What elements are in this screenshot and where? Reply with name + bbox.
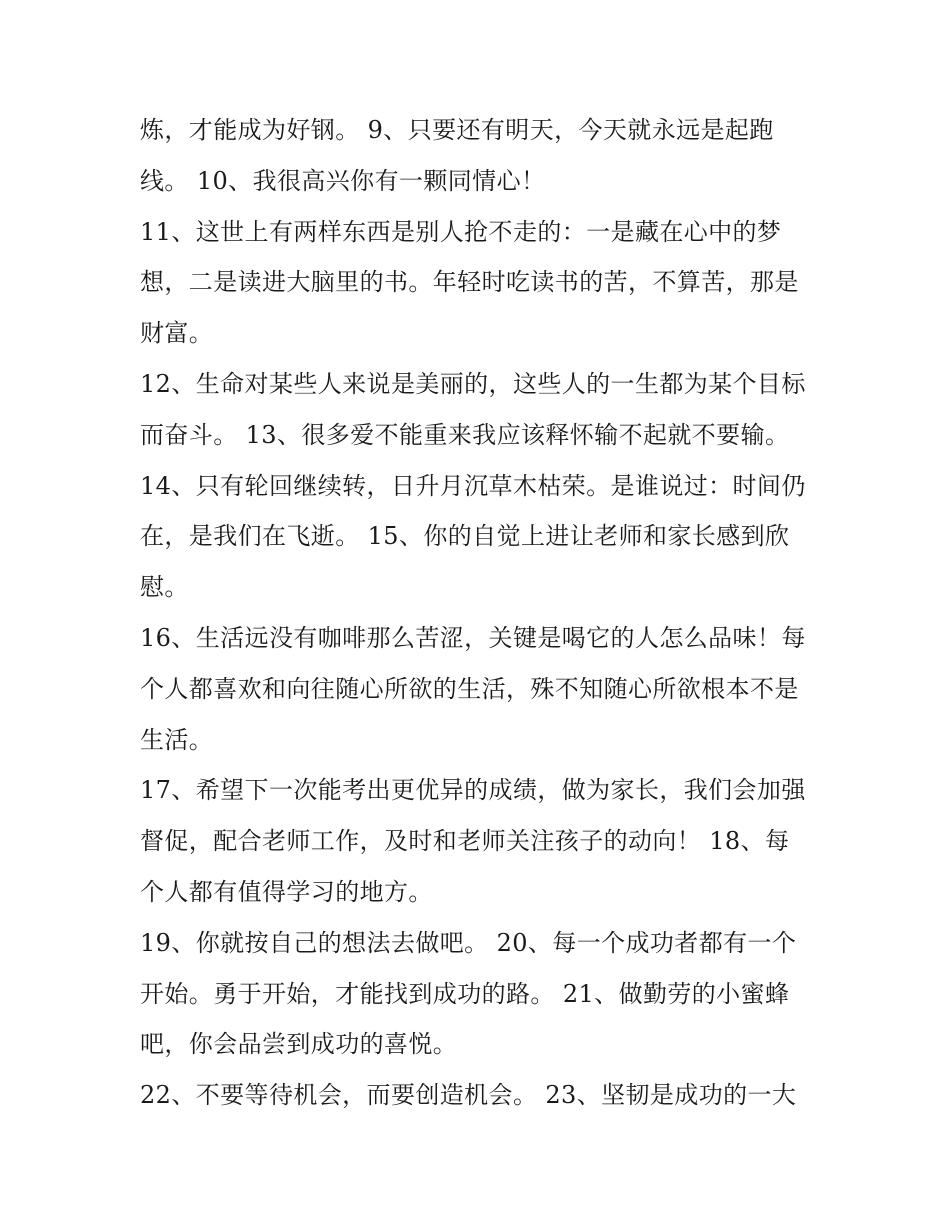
text-line: 17、希望下一次能考出更优异的成绩，做为家长，我们会加强 <box>140 776 806 805</box>
text-line: 吧，你会品尝到成功的喜悦。 <box>140 1030 458 1059</box>
text-line: 11、这世上有两样东西是别人抢不走的：一是藏在心中的梦 <box>140 217 782 246</box>
text-line: 督促，配合老师工作，及时和老师关注孩子的动向！ 18、每 <box>140 827 790 856</box>
text-line: 财富。 <box>140 319 214 348</box>
document-body <box>140 105 830 1121</box>
text-line: 炼，才能成为好钢。 9、只要还有明天，今天就永远是起跑 <box>140 116 774 144</box>
text-line: 个人都有值得学习的地方。 <box>140 877 433 906</box>
text-line: 19、你就按自己的想法去做吧。 20、每一个成功者都有一个 <box>140 928 797 957</box>
text-line: 生活。 <box>140 725 214 754</box>
text-line: 想，二是读进大脑里的书。年轻时吃读书的苦，不算苦，那是 <box>140 268 799 297</box>
text-line: 个人都喜欢和向往随心所欲的生活，殊不知随心所欲根本不是 <box>140 674 799 703</box>
text-line: 12、生命对某些人来说是美丽的，这些人的一生都为某个目标 <box>140 369 806 398</box>
text-line: 在，是我们在飞逝。 15、你的自觉上进让老师和家长感到欣 <box>140 522 790 551</box>
text-line: 14、只有轮回继续转，日升月沉草木枯荣。是谁说过：时间仍 <box>140 471 806 500</box>
text-line: 而奋斗。 13、很多爱不能重来我应该释怀输不起就不要输。 <box>140 420 790 449</box>
text-line: 开始。勇于开始，才能找到成功的路。 21、做勤劳的小蜜蜂 <box>140 979 790 1008</box>
text-line: 16、生活远没有咖啡那么苦涩，关键是喝它的人怎么品味！每 <box>140 623 806 652</box>
text-line: 22、不要等待机会，而要创造机会。 23、坚韧是成功的一大 <box>140 1081 797 1110</box>
text-line: 慰。 <box>140 573 189 602</box>
text-line: 线。 10、我很高兴你有一颗同情心！ <box>140 166 546 195</box>
